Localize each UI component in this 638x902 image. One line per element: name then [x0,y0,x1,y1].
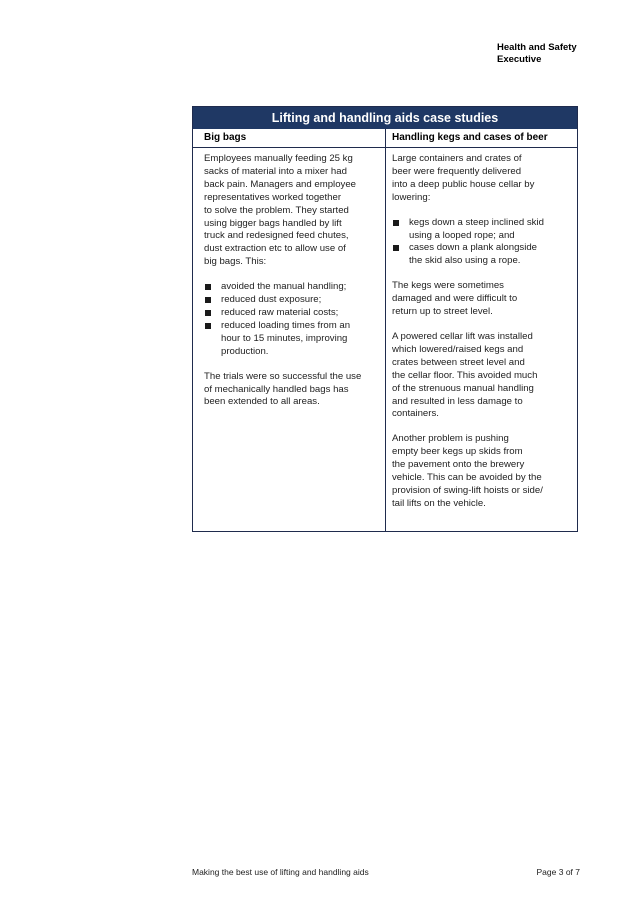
beer-kegs-intro: Large containers and crates of beer were frequently delivered into a deep public house cellar by lowering: [392,153,535,203]
list-item-text: cases down a plank alongside the skid also using a rope. [409,242,538,267]
bullet-square-icon [393,220,399,226]
bullet-square-icon [205,297,211,303]
org-name-line1: Health and Safety [497,42,577,53]
org-name-line2: Executive [497,54,542,65]
list-item [204,320,379,359]
table-header-row [193,129,577,148]
beer-kegs-damage-paragraph: The kegs were sometimes damaged and were difficult to return up to street level. [392,280,518,318]
list-item [204,281,379,294]
bullet-square-icon [205,310,211,316]
column-heading-beer-kegs: Handling kegs and cases of beer [392,132,548,143]
list-item-text: reduced dust exposure; [221,294,322,306]
list-item-text: kegs down a steep inclined skid using a looped rope; and [409,216,544,241]
list-item-text: avoided the manual handling; [221,281,347,293]
beer-kegs-cell [386,148,577,531]
list-item [392,217,573,243]
footer-page-number: Page 3 of 7 [536,867,580,877]
bullet-square-icon [205,284,211,290]
column-heading-big-bags: Big bags [193,129,386,147]
bullet-square-icon [205,323,211,329]
table-body-row [193,148,577,531]
table-title: Lifting and handling aids case studies [193,107,577,129]
list-item-text: reduced loading times from an hour to 15 minutes, improving production. [221,319,351,357]
big-bags-intro: Employees manually feeding 25 kg sacks of material into a mixer had back pain. Managers and employee representatives worked together to solve the problem. They started using bigger bags handled by lift truck and redesigned feed chutes, dust extraction etc to allow use of big bags. This: [204,153,356,268]
list-item [392,242,573,268]
beer-kegs-cellar-lift-paragraph: A powered cellar lift was installed which lowered/raised kegs and crates between street level and the cellar floor. This avoided much of the strenuous manual handling and resulted in less damage to containers. [392,330,538,420]
big-bags-benefits-list [204,281,379,358]
beer-kegs-methods-list [392,217,573,269]
footer-document-title: Making the best use of lifting and handling aids [192,867,369,877]
list-item [204,294,379,307]
big-bags-outro: The trials were so successful the use of mechanically handled bags has been extended to all areas. [204,370,362,408]
beer-kegs-skid-paragraph: Another problem is pushing empty beer kegs up skids from the pavement onto the brewery vehicle. This can be avoided by the provision of swing-lift hoists or side/ tail lifts on the vehicle. [392,433,543,509]
case-studies-table [192,106,578,532]
big-bags-cell [193,148,386,531]
org-name [497,42,577,66]
bullet-square-icon [393,245,399,251]
list-item-text: reduced raw material costs; [221,306,339,318]
list-item [204,307,379,320]
